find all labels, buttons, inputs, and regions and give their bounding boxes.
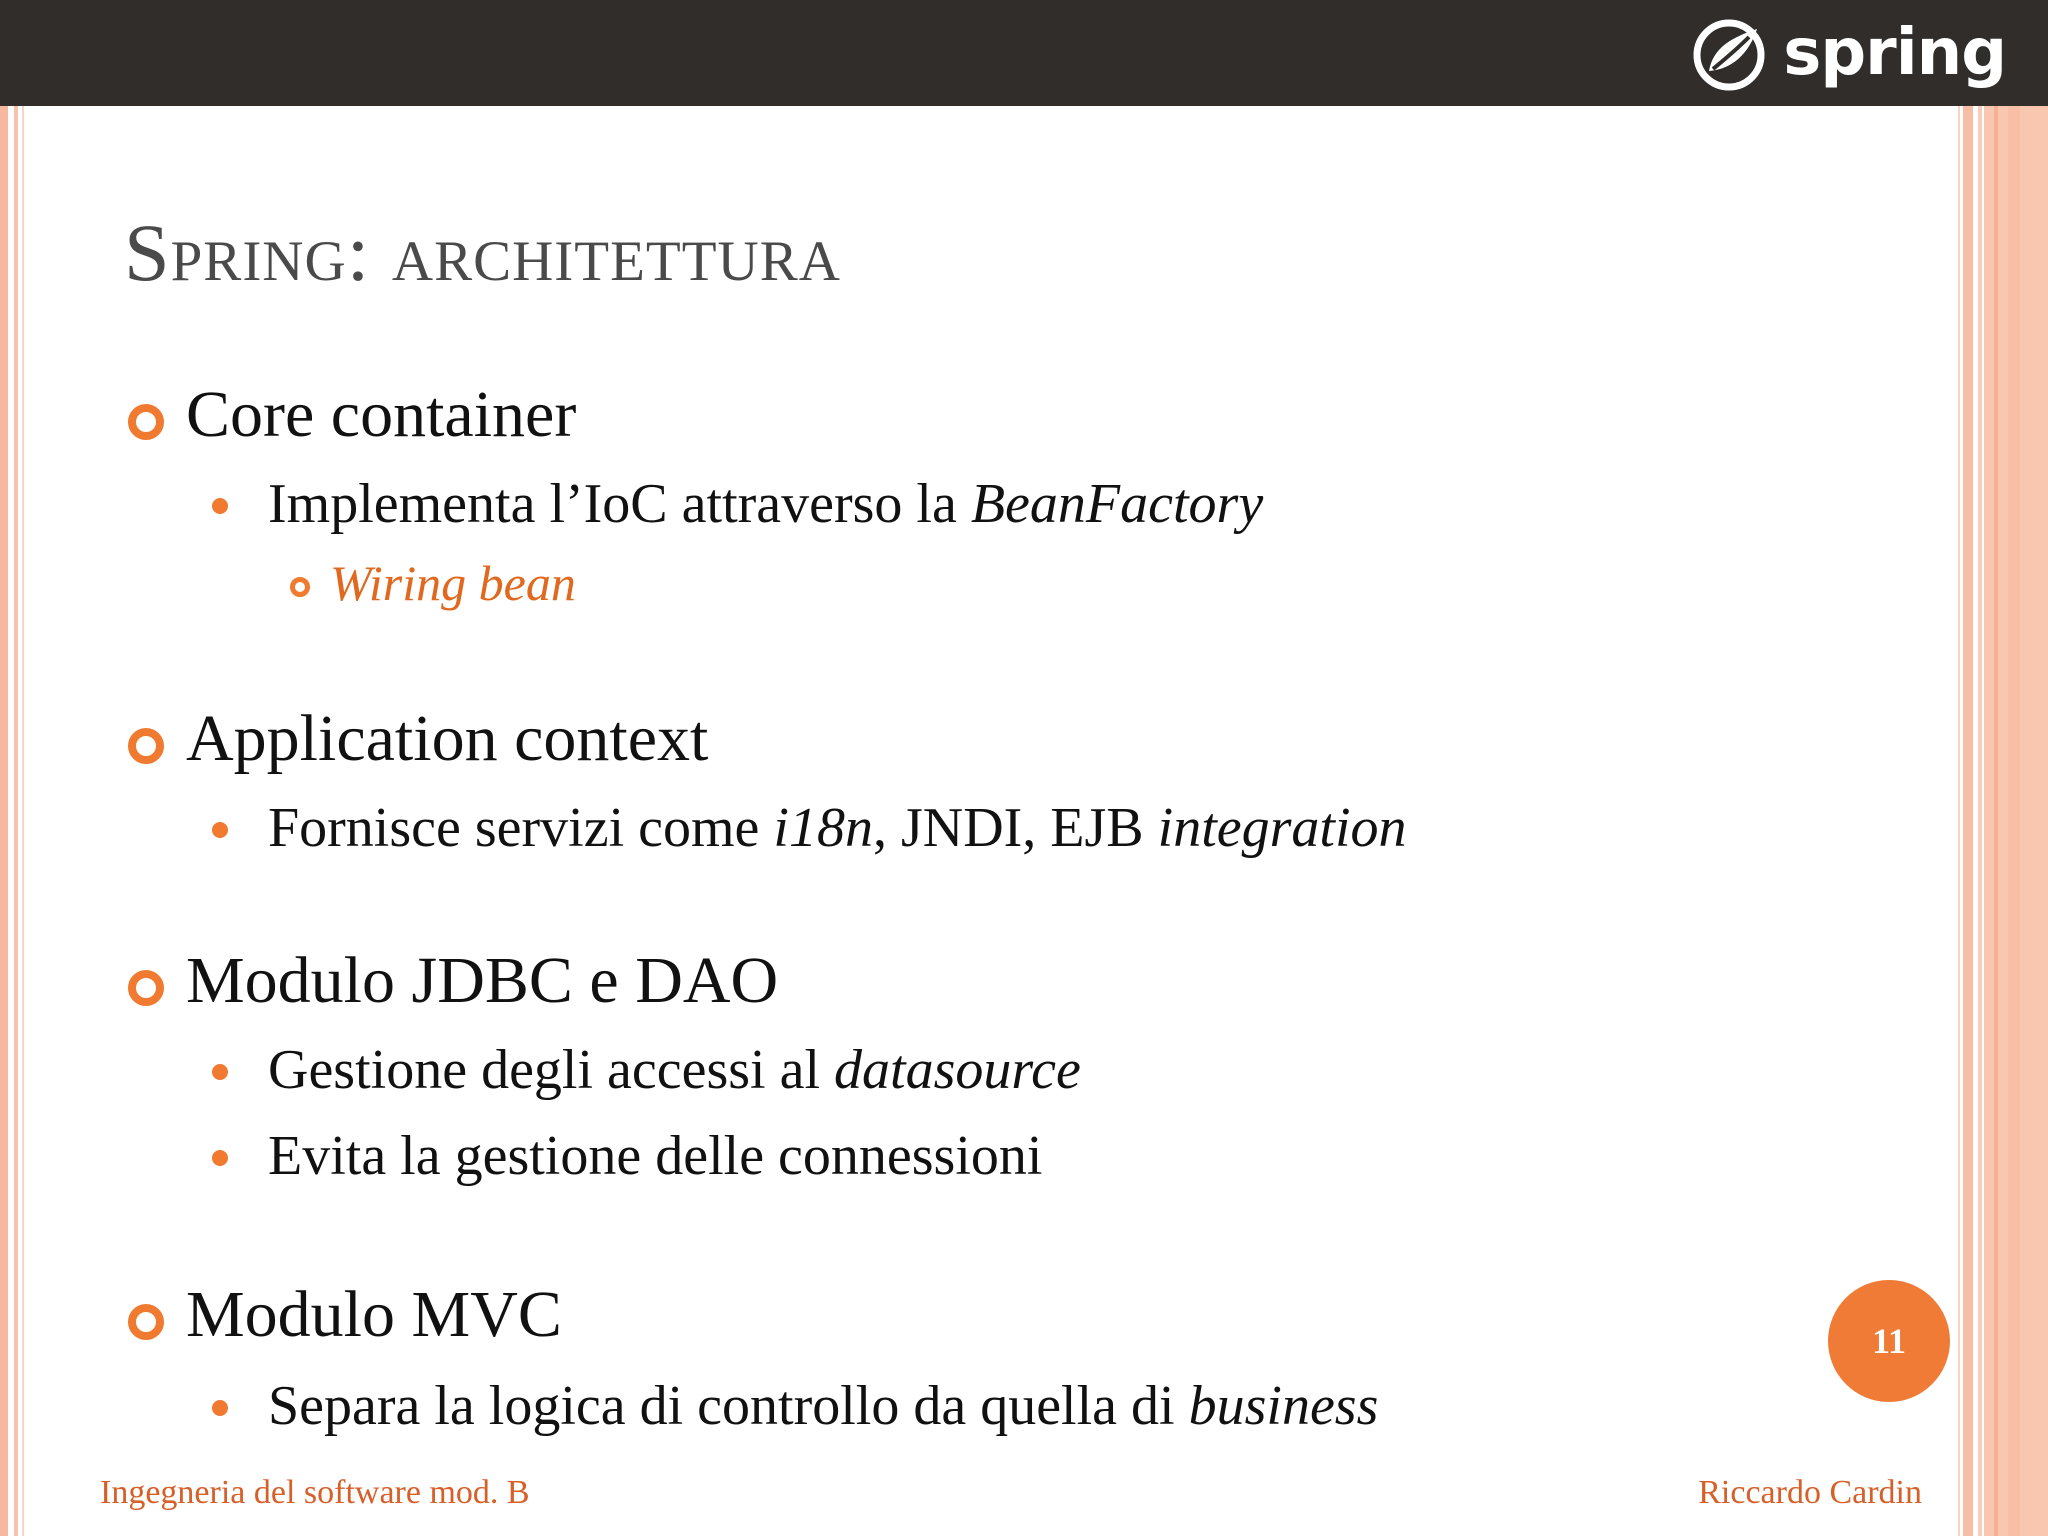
dot-bullet-icon <box>212 1064 228 1080</box>
bullet-emphasis: business <box>1188 1375 1379 1437</box>
dot-bullet-icon <box>212 498 228 514</box>
bullet-item <box>268 473 1264 535</box>
heading-text: Core container <box>186 378 577 451</box>
left-stripe <box>22 106 24 1536</box>
section-heading <box>186 378 577 451</box>
ring-bullet-icon <box>128 1304 164 1340</box>
page-number-badge: 11 <box>1828 1280 1950 1402</box>
bullet-emphasis: BeanFactory <box>970 473 1264 535</box>
bullet-emphasis: integration <box>1157 797 1407 859</box>
spring-logo <box>1689 10 2006 96</box>
right-stripe <box>1963 106 1973 1536</box>
sub-bullet-item <box>330 555 576 611</box>
heading-text: Modulo MVC <box>186 1278 562 1351</box>
dot-bullet-icon <box>212 1150 228 1166</box>
right-stripe <box>1958 106 1960 1536</box>
top-bar <box>0 0 2048 106</box>
bullet-text: Implementa l’IoC attraverso la <box>268 473 971 535</box>
left-stripe <box>0 106 8 1536</box>
bullet-text: Evita la gestione delle connessioni <box>268 1125 1043 1187</box>
dot-bullet-icon <box>212 1400 228 1416</box>
left-stripe <box>14 106 18 1536</box>
ring-bullet-icon <box>128 728 164 764</box>
section-heading <box>186 944 779 1017</box>
slide-title: Spring: architettura <box>124 207 841 298</box>
right-stripe <box>2008 106 2020 1536</box>
footer-course: Ingegneria del software mod. B <box>100 1474 530 1511</box>
bullet-text: Gestione degli accessi al <box>268 1039 835 1101</box>
bullet-text: Separa la logica di controllo da quella di <box>268 1375 1189 1437</box>
bullet-item <box>268 1375 1379 1437</box>
dot-bullet-icon <box>212 822 228 838</box>
bullet-emphasis: i18n <box>773 797 873 859</box>
bullet-item <box>268 1125 1043 1187</box>
logo-text: spring <box>1783 16 2006 90</box>
sub-bullet-text: Wiring bean <box>330 555 576 611</box>
right-stripe <box>1994 106 1998 1536</box>
bullet-text: Fornisce servizi come <box>268 797 774 859</box>
footer-author: Riccardo Cardin <box>1698 1474 1922 1511</box>
bullet-item <box>268 797 1407 859</box>
heading-text: Application context <box>186 702 709 775</box>
heading-text: Modulo JDBC e DAO <box>186 944 779 1017</box>
bullet-item <box>268 1039 1081 1101</box>
ring-bullet-icon <box>128 970 164 1006</box>
section-heading <box>186 1278 562 1351</box>
bullet-text: , JNDI, EJB <box>872 797 1158 859</box>
ring-bullet-icon <box>128 404 164 440</box>
spring-leaf-icon <box>1689 13 1769 93</box>
small-ring-bullet-icon <box>290 577 310 597</box>
right-stripe <box>1978 106 1982 1536</box>
section-heading <box>186 702 709 775</box>
bullet-emphasis: datasource <box>834 1039 1081 1101</box>
